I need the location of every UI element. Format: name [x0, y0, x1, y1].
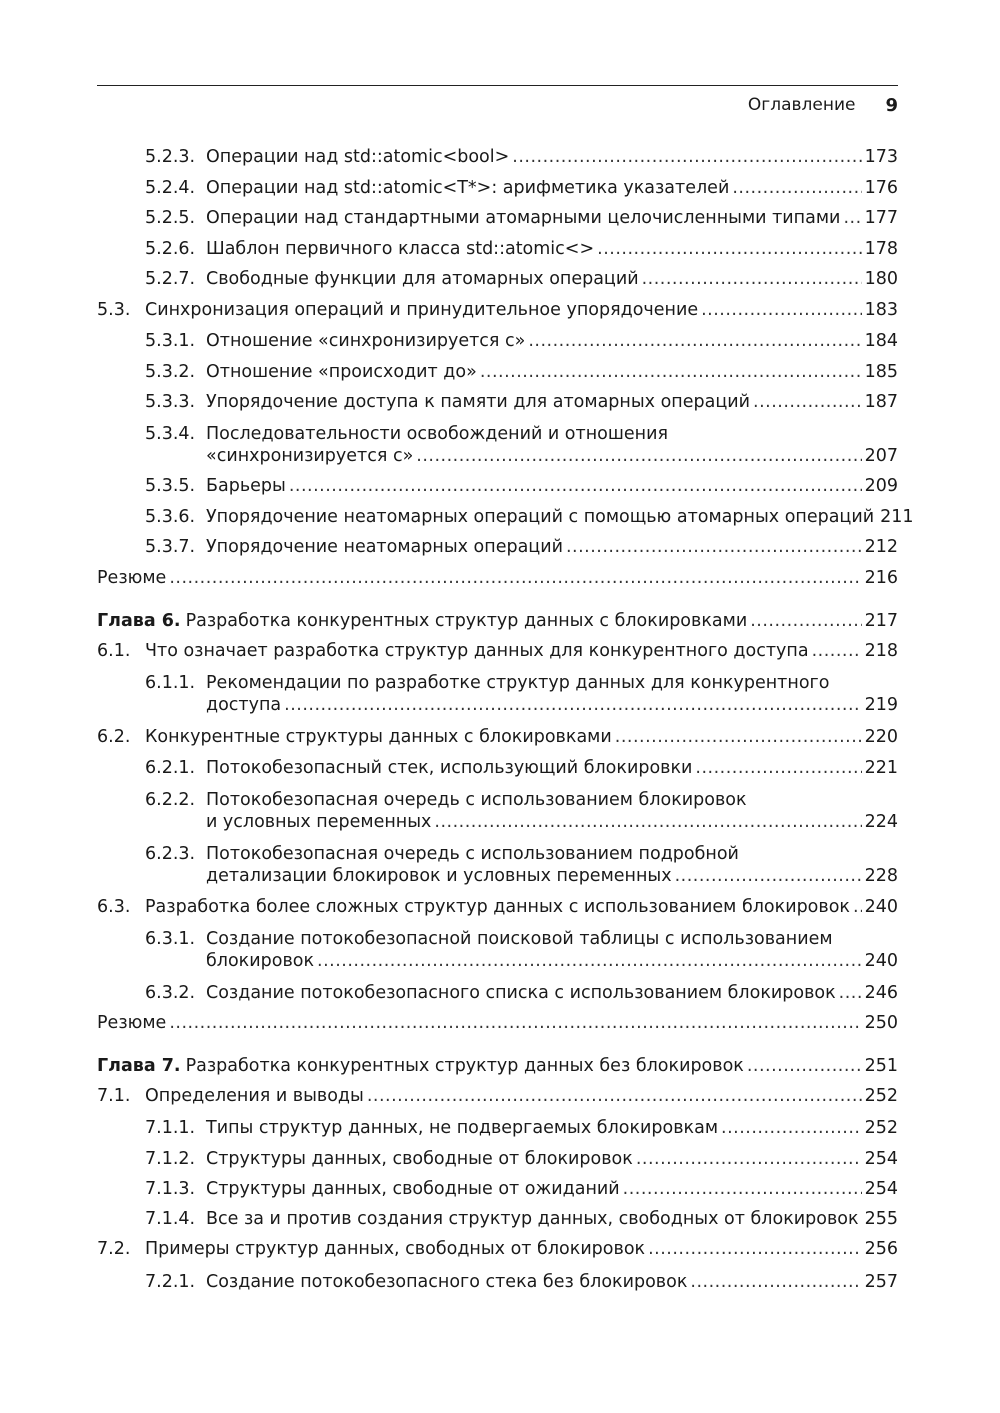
- dot-leader: [480, 361, 862, 383]
- toc-entry-title: Разработка более сложных структур данных с использованием блокировок: [145, 897, 850, 917]
- toc-entry[interactable]: [97, 1148, 898, 1170]
- dot-leader: [675, 865, 862, 887]
- toc-entry[interactable]: [97, 1238, 898, 1260]
- toc-entry-number: 5.3.5.: [145, 476, 196, 496]
- dot-leader: [690, 1271, 861, 1293]
- toc-entry-title: Барьеры: [206, 476, 286, 496]
- toc-entry-title: Отношение «происходит до»: [206, 362, 477, 382]
- toc-entry-page: 220: [864, 727, 898, 747]
- toc-entry-title: Операции над стандартными атомарными целочисленными типами: [206, 208, 841, 228]
- toc-entry-number: 6.2.2.: [145, 790, 196, 810]
- dot-leader: [623, 1178, 862, 1200]
- toc-entry-page: 218: [864, 641, 898, 661]
- toc-entry[interactable]: [97, 299, 898, 321]
- toc-entry-title: Структуры данных, свободные от ожиданий: [206, 1179, 620, 1199]
- toc-entry-page: 207: [864, 446, 898, 466]
- toc-entry-number: 7.1.2.: [145, 1149, 196, 1169]
- toc-entry-number: 6.3.: [97, 897, 131, 917]
- dot-leader: [843, 207, 861, 229]
- toc-entry-number: 5.2.6.: [145, 239, 196, 259]
- dot-leader: [642, 268, 862, 290]
- toc-entry-page: 254: [864, 1149, 898, 1169]
- header-rule: [97, 85, 898, 86]
- dot-leader: [289, 475, 862, 497]
- toc-entry-number: 7.2.: [97, 1239, 131, 1259]
- toc-entry[interactable]: [97, 896, 898, 918]
- toc-entry[interactable]: [97, 207, 898, 229]
- toc-entry-page: 217: [864, 611, 898, 631]
- toc-entry-page: 251: [864, 1056, 898, 1076]
- toc-entry-page: 177: [864, 208, 898, 228]
- toc-entry-title: Операции над std::atomic<T*>: арифметика указателей: [206, 178, 730, 198]
- toc-entry-number: 6.2.3.: [145, 844, 196, 864]
- toc-entry[interactable]: [97, 146, 898, 168]
- toc-entry[interactable]: [97, 1085, 898, 1107]
- toc-entry-number: 5.2.5.: [145, 208, 196, 228]
- toc-entry-number: 5.2.3.: [145, 147, 196, 167]
- toc-entry-title: блокировок: [206, 951, 315, 971]
- dot-leader: [853, 896, 862, 918]
- toc-entry-number: 5.3.7.: [145, 537, 196, 557]
- toc-entry-page: 254: [864, 1179, 898, 1199]
- toc-entry-title: Разработка конкурентных структур данных с блокировками: [185, 611, 748, 631]
- dot-leader: [753, 391, 862, 413]
- toc-entry-title: Упорядочение доступа к памяти для атомарных операций: [206, 392, 750, 412]
- toc-entry-title: Потокобезопасная очередь с использованием блокировок: [206, 790, 747, 810]
- toc-entry[interactable]: [97, 506, 914, 528]
- dot-leader: [812, 640, 862, 662]
- toc-entry-number: 7.1.4.: [145, 1209, 196, 1229]
- toc-entry[interactable]: [97, 928, 898, 972]
- dot-leader: [721, 1117, 862, 1139]
- toc-entry[interactable]: [97, 330, 898, 352]
- toc-entry-title: Структуры данных, свободные от блокировок: [206, 1149, 633, 1169]
- toc-entry-page: 187: [864, 392, 898, 412]
- toc-entry[interactable]: [97, 640, 898, 662]
- toc-entry-title: Свободные функции для атомарных операций: [206, 269, 639, 289]
- dot-leader: [701, 299, 861, 321]
- dot-leader: [434, 811, 861, 833]
- toc-entry-number: 7.1.1.: [145, 1118, 196, 1138]
- toc-entry-title: Все за и против создания структур данных, свободных от блокировок: [206, 1209, 859, 1229]
- toc-entry[interactable]: [97, 789, 898, 833]
- dot-leader: [648, 1238, 862, 1260]
- running-title: Оглавление: [747, 95, 856, 115]
- dot-leader: [747, 1055, 862, 1077]
- toc-entry-page: 240: [864, 951, 898, 971]
- dot-leader: [750, 610, 861, 632]
- toc-entry-title: Операции над std::atomic<bool>: [206, 147, 510, 167]
- toc-entry-number: 6.1.1.: [145, 673, 196, 693]
- toc-entry-number: 7.2.1.: [145, 1272, 196, 1292]
- toc-entry-number: 6.3.1.: [145, 929, 196, 949]
- toc-entry[interactable]: [97, 391, 898, 413]
- toc-entry-title: Создание потокобезопасной поисковой таблицы с использованием: [206, 929, 833, 949]
- toc-entry[interactable]: [97, 238, 898, 260]
- toc-entry-title: Рекомендации по разработке структур данных для конкурентного: [206, 673, 830, 693]
- toc-entry-page: 184: [864, 331, 898, 351]
- toc-entry-number: 6.2.: [97, 727, 131, 747]
- toc-entry[interactable]: [97, 843, 898, 887]
- toc-entry-title: Что означает разработка структур данных для конкурентного доступа: [145, 641, 809, 661]
- toc-entry-number: 5.3.: [97, 300, 131, 320]
- page-number: 9: [885, 94, 898, 116]
- toc-entry-page: 209: [864, 476, 898, 496]
- dot-leader: [695, 757, 861, 779]
- toc-entry-page: 185: [864, 362, 898, 382]
- toc-entry-number: 6.2.1.: [145, 758, 196, 778]
- toc-entry-title: Создание потокобезопасного списка с использованием блокировок: [206, 983, 836, 1003]
- toc-entry-number: 6.1.: [97, 641, 131, 661]
- toc-entry-title: Синхронизация операций и принудительное упорядочение: [145, 300, 699, 320]
- dot-leader: [416, 445, 861, 467]
- toc-entry-page: 252: [864, 1118, 898, 1138]
- toc-entry-title: Шаблон первичного класса std::atomic<>: [206, 239, 595, 259]
- toc-entry-page: 183: [864, 300, 898, 320]
- toc-entry-page: 255: [864, 1209, 898, 1229]
- toc-entry[interactable]: [97, 1271, 898, 1293]
- toc-entry-page: 240: [864, 897, 898, 917]
- chapter-label: Глава 7.: [97, 1056, 181, 1076]
- dot-leader: [566, 536, 862, 558]
- toc-entry-title: Конкурентные структуры данных с блокировками: [145, 727, 612, 747]
- toc-entry-title: Последовательности освобождений и отношения: [206, 424, 668, 444]
- toc-entry[interactable]: [97, 1055, 898, 1077]
- toc-entry-page: 228: [864, 866, 898, 886]
- toc-entry[interactable]: [97, 1012, 898, 1034]
- dot-leader: [597, 238, 861, 260]
- toc-entry-number: 5.3.1.: [145, 331, 196, 351]
- toc-entry-title: «синхронизируется с»: [206, 446, 414, 466]
- dot-leader: [169, 567, 861, 589]
- toc-entry-page: 219: [864, 695, 898, 715]
- toc-entry-title: Потокобезопасный стек, использующий блокировки: [206, 758, 693, 778]
- toc-entry-number: 5.2.7.: [145, 269, 196, 289]
- toc-entry-title: Создание потокобезопасного стека без блокировок: [206, 1272, 688, 1292]
- toc-entry-title: Отношение «синхронизируется с»: [206, 331, 526, 351]
- dot-leader: [284, 694, 861, 716]
- toc-entry-title: Разработка конкурентных структур данных без блокировок: [185, 1056, 744, 1076]
- toc-entry-page: 252: [864, 1086, 898, 1106]
- dot-leader: [732, 177, 861, 199]
- toc-entry[interactable]: [97, 610, 898, 632]
- toc-entry-page: 176: [864, 178, 898, 198]
- toc-entry[interactable]: [97, 177, 898, 199]
- toc-entry-page: 256: [864, 1239, 898, 1259]
- dot-leader: [317, 950, 862, 972]
- toc-entry-page: 173: [864, 147, 898, 167]
- toc-entry[interactable]: [97, 1178, 898, 1200]
- toc-entry-title: Резюме: [97, 1013, 167, 1033]
- chapter-label: Глава 6.: [97, 611, 181, 631]
- toc-entry-page: 246: [864, 983, 898, 1003]
- toc-entry-number: 5.3.4.: [145, 424, 196, 444]
- toc-entry-page: 257: [864, 1272, 898, 1292]
- dot-leader: [367, 1085, 862, 1107]
- toc-entry-page: 224: [864, 812, 898, 832]
- toc-entry[interactable]: [97, 536, 898, 558]
- toc-entry-title: Упорядочение неатомарных операций: [206, 537, 563, 557]
- toc-entry-title: Резюме: [97, 568, 167, 588]
- toc-entry-title: доступа: [206, 695, 282, 715]
- toc-entry-page: 212: [864, 537, 898, 557]
- dot-leader: [615, 726, 862, 748]
- toc-entry[interactable]: [97, 726, 898, 748]
- toc-entry-page: 211: [880, 507, 914, 527]
- page-header: [97, 90, 898, 120]
- dot-leader: [512, 146, 861, 168]
- dot-leader: [169, 1012, 861, 1034]
- toc-entry-page: 221: [864, 758, 898, 778]
- toc-entry[interactable]: [97, 423, 898, 467]
- toc-entry-number: 7.1.: [97, 1086, 131, 1106]
- toc-entry-title: детализации блокировок и условных переменных: [206, 866, 672, 886]
- toc-entry-title: и условных переменных: [206, 812, 432, 832]
- toc-entry-page: 178: [864, 239, 898, 259]
- toc-entry[interactable]: [97, 475, 898, 497]
- toc-entry-title: Примеры структур данных, свободных от блокировок: [145, 1239, 646, 1259]
- toc-entry[interactable]: [97, 1208, 898, 1230]
- toc-entry-page: 180: [864, 269, 898, 289]
- dot-leader: [636, 1148, 862, 1170]
- toc-entry-page: 250: [864, 1013, 898, 1033]
- toc-entry[interactable]: [97, 672, 898, 716]
- toc-entry[interactable]: [97, 567, 898, 589]
- toc-entry-number: 7.1.3.: [145, 1179, 196, 1199]
- toc-entry[interactable]: [97, 268, 898, 290]
- toc-entry[interactable]: [97, 1117, 898, 1139]
- toc-entry-title: Упорядочение неатомарных операций с помощью атомарных операций: [206, 507, 875, 527]
- toc-entry-title: Типы структур данных, не подвергаемых блокировкам: [206, 1118, 719, 1138]
- toc-entry-number: 5.3.3.: [145, 392, 196, 412]
- dot-leader: [528, 330, 861, 352]
- toc-entry[interactable]: [97, 982, 898, 1004]
- toc-entry-number: 5.3.6.: [145, 507, 196, 527]
- toc-entry-title: Потокобезопасная очередь с использованием подробной: [206, 844, 739, 864]
- toc-entry-number: 5.2.4.: [145, 178, 196, 198]
- dot-leader: [839, 982, 862, 1004]
- toc-entry-title: Определения и выводы: [145, 1086, 364, 1106]
- toc-entry-number: 5.3.2.: [145, 362, 196, 382]
- toc-entry-page: 216: [864, 568, 898, 588]
- toc-entry[interactable]: [97, 757, 898, 779]
- toc-entry-number: 6.3.2.: [145, 983, 196, 1003]
- toc-entry[interactable]: [97, 361, 898, 383]
